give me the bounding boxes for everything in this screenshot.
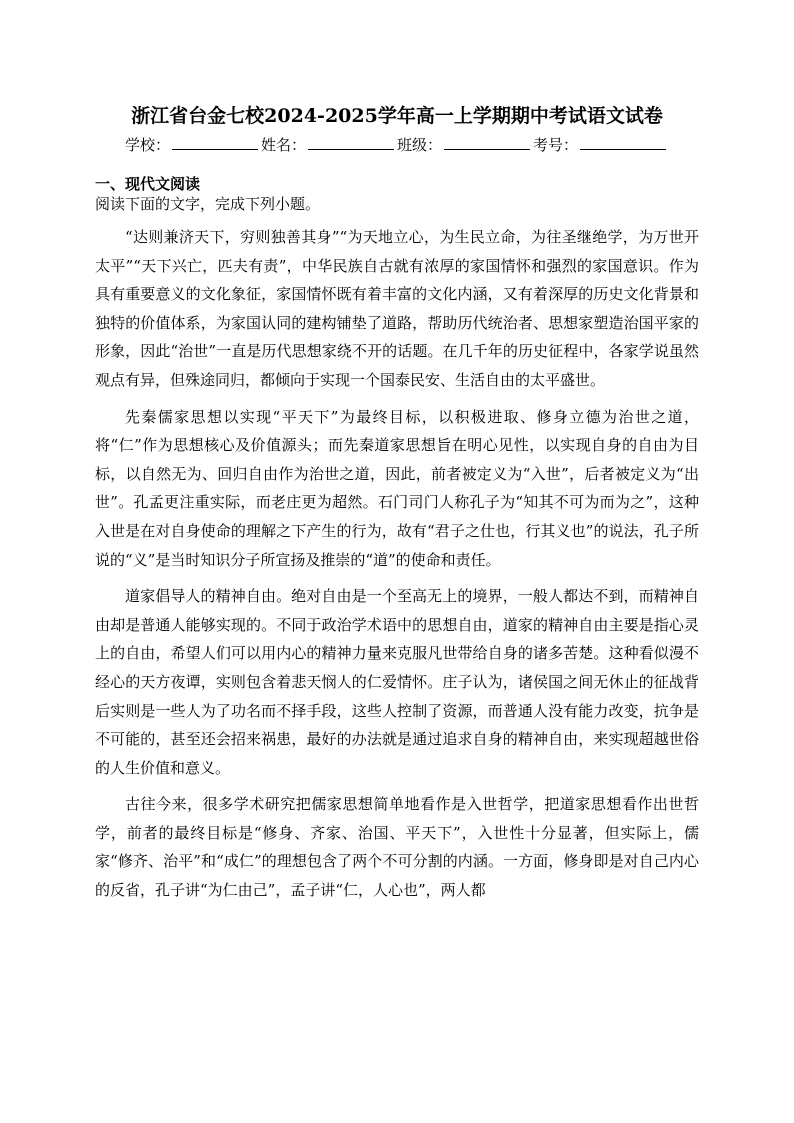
passage-paragraph-2: 先秦儒家思想以实现“平天下”为最终目标，以积极进取、修身立德为治世之道，将“仁”作为思想核心及价值源头；而先秦道家思想旨在明心见性，以实现自身的自由为目标，以自然无为、回归自由作为治世之道，因此，前者被定义为“入世”，后者被定义为“出世”。孔孟更注重实际，而老庄更为超然。石门司门人称孔子为“知其不可为而为之”，这种入世是在对自身使命的理解之下产生的行为，故有“君子之仕也，行其义也”的说法，孔子所说的“义”是当时知识分子所宣扬及推崇的“道”的使命和责任。	[95, 407, 699, 569]
passage-paragraph-3: 道家倡导人的精神自由。绝对自由是一个至高无上的境界，一般人都达不到，而精神自由却是普通人能够实现的。不同于政治学术语中的思想自由，道家的精神自由主要是指心灵上的自由，希望人们可以用内心的精神力量来克服凡世带给自身的诸多苦楚。这种看似漫不经心的天方夜谭，实则包含着悲天悯人的仁爱情怀。庄子认为，诸侯国之间无休止的征战背后实则是一些人为了功名而不择手段，这些人控制了资源，而普通人没有能力改变，抗争是不可能的，甚至还会招来祸患，最好的办法就是通过追求自身的精神自由，来实现超越世俗的人生价值和意义。	[95, 587, 699, 777]
reading-instruction: 阅读下面的文字，完成下列小题。	[95, 195, 321, 213]
school-blank	[172, 134, 258, 150]
school-label: 学校：	[124, 136, 170, 154]
exam-title: 浙江省台金七校2024-2025学年高一上学期期中考试语文试卷	[131, 105, 663, 127]
class-blank	[444, 134, 530, 150]
class-label: 班级：	[397, 136, 443, 154]
passage-paragraph-1: “达则兼济天下，穷则独善其身”“为天地立心，为生民立命，为往圣继绝学，为万世开太平”“天下兴亡，匹夫有责”，中华民族自古就有浓厚的家国情怀和强烈的家国意识。作为具有重要意义的文化象征，家国情怀既有着丰富的文化内涵，又有着深厚的历史文化背景和独特的价值体系，为家国认同的建构铺垫了道路，帮助历代统治者、思想家塑造治国平家的形象，因此“治世”一直是历代思想家绕不开的话题。在几千年的历史征程中，各家学说虽然观点有异，但殊途同归，都倾向于实现一个国泰民安、生活自由的太平盛世。	[95, 228, 699, 389]
student-info-line	[95, 134, 699, 156]
exam-number-label: 考号：	[533, 136, 579, 154]
name-blank	[308, 134, 394, 150]
section-heading: 一、现代文阅读	[95, 175, 201, 193]
passage-paragraph-4: 古往今来，很多学术研究把儒家思想简单地看作是入世哲学，把道家思想看作出世哲学，前者的最终目标是“修身、齐家、治国、平天下”，入世性十分显著，但实际上，儒家“修齐、治平”和“成仁”的理想包含了两个不可分割的内涵。一方面，修身即是对自己内心的反省，孔子讲“为仁由己”，孟子讲“仁，人心也”，两人都	[95, 795, 699, 900]
exam-number-blank	[580, 134, 666, 150]
name-label: 姓名：	[260, 136, 306, 154]
